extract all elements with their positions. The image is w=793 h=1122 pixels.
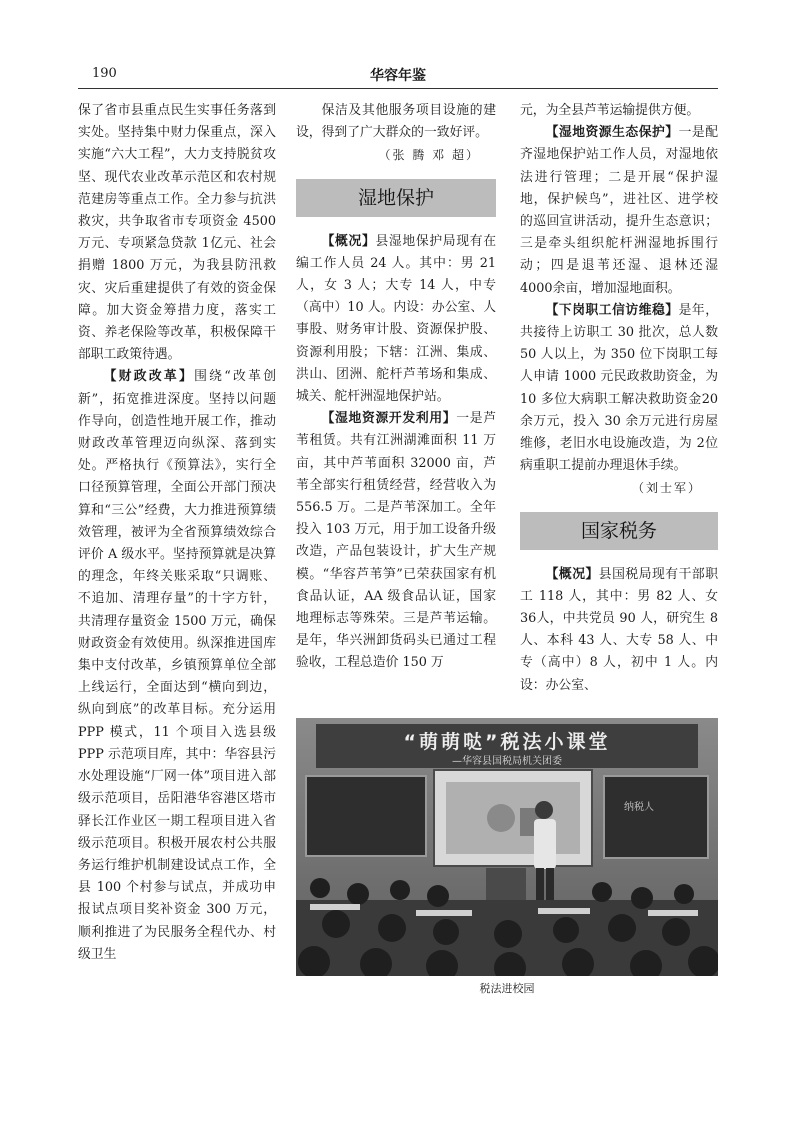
paragraph [520, 564, 718, 697]
paragraph-lead: 【湿地资源开发利用】 [321, 411, 457, 427]
paragraph-lead: 【概况】 [545, 566, 599, 582]
blackboard-left [306, 776, 426, 856]
paragraph-lead: 【财政改革】 [103, 369, 195, 385]
page-header [78, 66, 718, 86]
paragraph [520, 122, 718, 300]
paragraph: 保洁及其他服务项目设施的建设，得到了广大群众的一致好评。 [296, 103, 496, 141]
paragraph-body: 围绕“改革创新”，拓宽推进深度。坚持以问题作导向，创造性地开展工作，推动财政改革管理迈向纵深、落到实处。严格执行《预算法》，实行全口径预算管理，全面公开部门预决算和“三公”经费，大力推进预算绩效管理，被评为全省预算绩效综合评价 A 级水平。坚持预算就是决算的理念，年终关账采取“只调账、不追加、清理存量”的十字方针，共清理存量资金 1500 万元，确保财政资金有效使用。纵深推进国库集中支付改革，乡镇预算单位全部上线运行，全面达到“横向到边，纵向到底”的改革目标。充分运用 PPP 模式，11 个项目入选县级 PPP 示范项目库，其中：华容县污水处理设施“厂网一体”项目进入部级示范项目，岳阳港华容港区塔市驿长江作业区一期工程项目进入省级示范项目。积极开展农村公共服务运行维护机制建设试点工作，全县 100 个村参与试点，并成功申报试点项目奖补资金 300 万元，顺利推进了为民服务全程代办、村级卫生 [78, 369, 276, 962]
paragraph-body: 是年，共接待上访职工 30 批次，总人数50 人以上，为 350 位下岗职工每人申请 1000 元民政救助资金，为10 多位大病职工解决救助资金20 余万元，投入 30 余万元进行房屋维修，老旧水电设施改造，为 2位病重职工提前办理退休手续。 [520, 302, 719, 474]
blackboard-right [604, 776, 708, 858]
teacher-figure [535, 801, 553, 819]
paragraph: 保了省市县重点民生实事任务落到实处。坚持集中财力保重点，深入实施“六大工程”，大力支持脱贫攻坚、现代农业改革示范区和农村规范建房等重点工作。全力参与抗洪救灾，共争取省市专项资金 4500 万元、专项紧急贷款 1亿元、社会捐赠 1800 万元，为我县防汛救灾、灾后重建提供了有效的资金保障。加大资金筹措力度，落实工资、养老保险等改革，积极保障干部职工政策待遇。 [78, 103, 276, 363]
author-credit: （刘士军） [631, 481, 702, 496]
banner-title: “萌萌哒”税法小课堂 [403, 731, 611, 753]
photo-caption: 税法进校园 [479, 982, 535, 995]
section-heading: 国家税务 [520, 512, 718, 550]
author-credit: （张 腾 邓 超） [378, 148, 480, 163]
header-rule [78, 88, 718, 89]
paragraph [296, 231, 496, 409]
column-2 [296, 100, 496, 675]
paragraph-lead: 【概况】 [321, 233, 376, 249]
section-heading: 湿地保护 [296, 179, 496, 217]
paragraph [78, 366, 276, 965]
paragraph [520, 300, 718, 478]
classroom-photo [296, 718, 718, 976]
paragraph-lead: 【湿地资源生态保护】 [545, 125, 679, 141]
page-number: 190 [92, 66, 117, 81]
paragraph-lead: 【下岗职工信访维稳】 [545, 302, 679, 318]
column-1 [78, 100, 276, 966]
paragraph [296, 408, 496, 674]
paragraph: 元，为全县芦苇运输提供方便。 [520, 103, 700, 118]
running-title: 华容年鉴 [370, 68, 426, 84]
paragraph-body: 县湿地保护局现有在编工作人员 24 人。其中：男 21人，女 3 人；大专 14 人，中专（高中）10 人。内设：办公室、人事股、财务审计股、资源保护股、资源利用股；下辖：江洲、集成、洪山、团洲、舵杆芦苇场和集成、城关、舵杆洲湿地保护站。 [296, 233, 497, 405]
column-3 [520, 100, 718, 697]
banner-subtitle: —华容县国税局机关团委 [452, 756, 562, 767]
blackboard-writing: 纳税人 [624, 802, 654, 813]
paragraph-body: 一是芦苇租赁。共有江洲湖滩面积 11 万亩，其中芦苇面积 32000 亩，芦苇全部实行租赁经营，经营收入为 556.5 万。二是芦苇深加工。全年投入 103 万元，用于加工设备升级改造，产品包装设计，扩大生产规模。“华容芦苇笋”已荣获国家有机食品认证，AA 级食品认证，国家地理标志等殊荣。三是芦苇运输。是年，华兴洲卸货码头已通过工程验收，工程总造价 150 万 [296, 411, 497, 671]
paragraph-body: 县国税局现有干部职工 118 人，其中：男 82 人、女 36人，中共党员 90 人，研究生 8 人、本科 43 人、大专 58 人、中专（高中）8 人，初中 1 人。内设：办公室、 [520, 566, 718, 693]
paragraph-body: 一是配齐湿地保护站工作人员，对湿地依法进行管理；二是开展“保护湿地，保护候鸟”，进社区、进学校的巡回宣讲活动，提升生态意识；三是牵头组织舵杆洲湿地拆围行动；四是退苇还湿、退林还湿 4000余亩，增加湿地面积。 [520, 125, 719, 296]
